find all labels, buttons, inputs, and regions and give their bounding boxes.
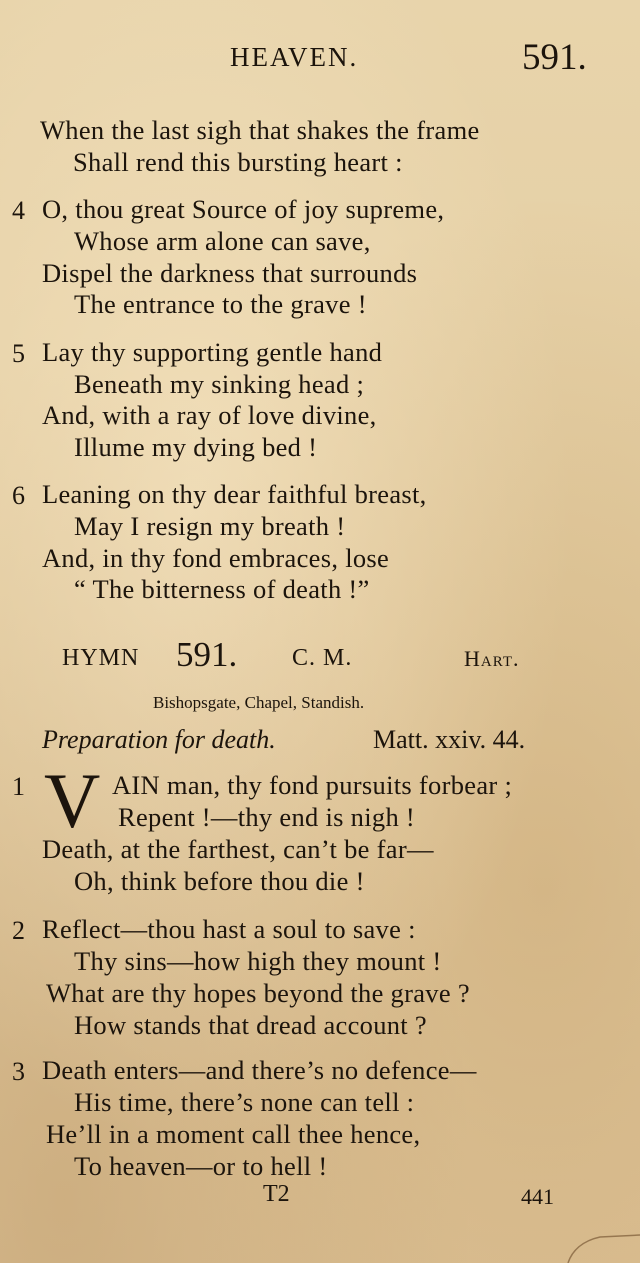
verse-line: AIN man, thy fond pursuits forbear ; bbox=[112, 770, 513, 800]
verse-line: How stands that dread account ? bbox=[74, 1010, 427, 1040]
verse-line: Shall rend this bursting heart : bbox=[73, 147, 403, 177]
signature-mark: T2 bbox=[263, 1181, 290, 1207]
verse-line: The entrance to the grave ! bbox=[74, 289, 367, 319]
verse-line: He’ll in a moment call thee hence, bbox=[46, 1119, 421, 1149]
verse-line: To heaven—or to hell ! bbox=[74, 1151, 328, 1181]
hymn-subject: Preparation for death. bbox=[42, 725, 276, 754]
verse-number: 3 bbox=[12, 1057, 25, 1086]
verse-line: What are thy hopes beyond the grave ? bbox=[46, 978, 470, 1008]
scripture-reference: Matt. xxiv. 44. bbox=[373, 725, 526, 754]
verse-line: Leaning on thy dear faithful breast, bbox=[42, 479, 427, 509]
verse-number: 5 bbox=[12, 339, 25, 368]
verse-line: When the last sigh that shakes the frame bbox=[40, 115, 480, 145]
torn-corner-mark bbox=[560, 1225, 640, 1263]
hymn-number: 591. bbox=[176, 635, 238, 674]
verse-line: Illume my dying bed ! bbox=[74, 432, 318, 462]
hymn-label: HYMN bbox=[62, 645, 140, 671]
verse-line: “ The bitterness of death !” bbox=[74, 574, 370, 604]
running-header-title: HEAVEN. bbox=[230, 42, 359, 72]
tune-names: Bishopsgate, Chapel, Standish. bbox=[153, 693, 365, 712]
verse-line: Dispel the darkness that surrounds bbox=[42, 258, 418, 288]
hymn-meter: C. M. bbox=[292, 645, 353, 671]
verse-line: Repent !—thy end is nigh ! bbox=[118, 802, 416, 832]
verse-line: May I resign my breath ! bbox=[74, 511, 346, 541]
drop-cap: V bbox=[44, 757, 101, 844]
verse-number: 1 bbox=[12, 772, 25, 801]
verse-line: Reflect—thou hast a soul to save : bbox=[42, 914, 416, 944]
verse-line: And, in thy fond embraces, lose bbox=[42, 543, 390, 573]
verse-line: His time, there’s none can tell : bbox=[74, 1087, 415, 1117]
verse-line: Beneath my sinking head ; bbox=[74, 369, 365, 399]
hymn-author: Hart. bbox=[464, 646, 520, 671]
verse-line: Oh, think before thou die ! bbox=[74, 866, 365, 896]
verse-line: O, thou great Source of joy supreme, bbox=[42, 194, 445, 224]
verse-line: Whose arm alone can save, bbox=[74, 226, 371, 256]
verse-number: 2 bbox=[12, 916, 25, 945]
verse-line: And, with a ray of love divine, bbox=[42, 400, 377, 430]
verse-number: 4 bbox=[12, 196, 25, 225]
verse-line: Death enters—and there’s no defence— bbox=[42, 1055, 477, 1085]
verse-line: Lay thy supporting gentle hand bbox=[42, 337, 383, 367]
running-header-hymn-number: 591. bbox=[522, 37, 587, 78]
verse-line: Thy sins—how high they mount ! bbox=[74, 946, 442, 976]
verse-line: Death, at the farthest, can’t be far— bbox=[42, 834, 434, 864]
verse-number: 6 bbox=[12, 481, 25, 510]
page-number: 441 bbox=[521, 1184, 554, 1209]
